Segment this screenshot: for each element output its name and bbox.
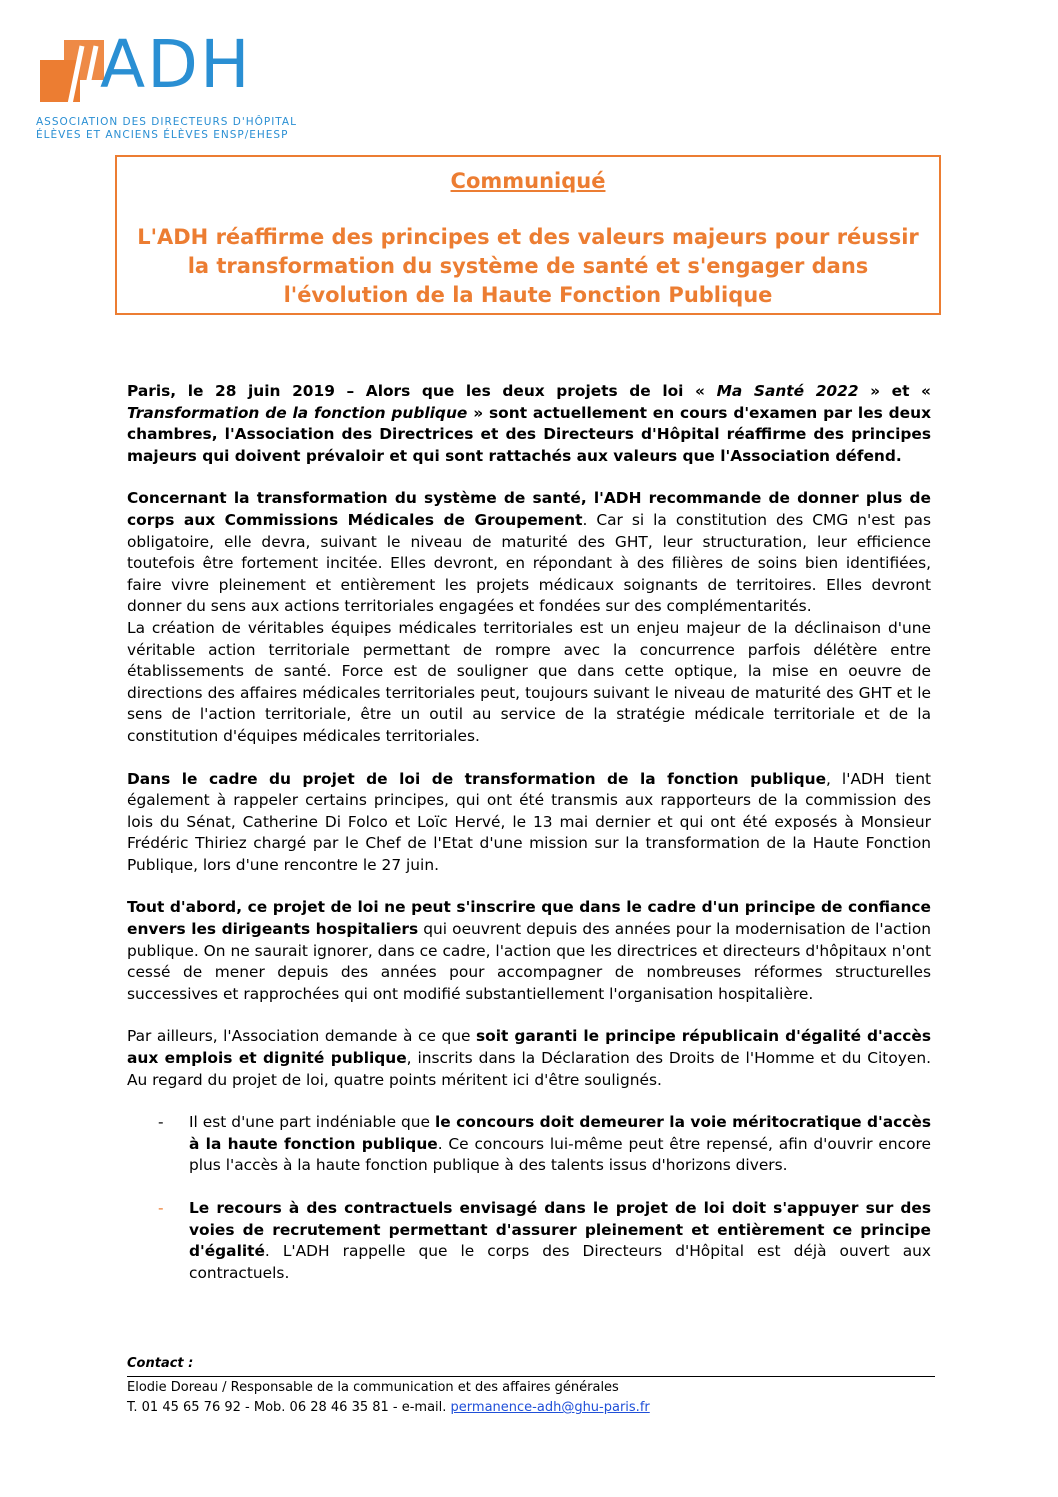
public-service-text: , l'ADH tient également à rappeler certains principes, qui ont été transmis aux rapporteurs de la commission des lois du Sénat, Catherine Di Folco et Loïc Hervé, le 13 mai dernier et qui ont été exposés à Monsieur Frédéric Thiriez chargé par le Chef de l'Etat d'une mission sur la transformation de la Haute Fonction Publique, lors d'une rencontre le 27 juin.: [127, 769, 931, 874]
page-title: L'ADH réaffirme des principes et des valeurs majeurs pour réussir la transformation du système de santé et s'engager dans l'évolution de la Haute Fonction Publique: [137, 225, 919, 307]
paragraph-health-system: [127, 488, 931, 618]
trust-principle-text: qui oeuvrent depuis des années pour la modernisation de l'action publique. On ne saurait ignorer, dans ce cadre, l'action que les directrices et directeurs d'hôpitaux n'ont cessé de mener depuis des années pour accompagner de nombreuses réformes structurelles successives et rapprochées qui ont modifié substantiellement l'organisation hospitalière.: [127, 920, 931, 1003]
bullet-text-c: . Ce concours lui-même peut être repensé, afin d'ouvrir encore plus l'accès à la haute fonction publique à des talents issus d'horizons divers.: [189, 1134, 931, 1175]
logo-wordmark: ADH: [100, 26, 252, 103]
public-service-lead: Dans le cadre du projet de loi de transformation de la fonction publique: [127, 769, 827, 788]
paragraph-public-service-law: [127, 769, 931, 877]
health-system-lead: Concernant la transformation du système de santé, l'ADH recommande de donner plus de corps aux Commissions Médicales de Groupement: [127, 489, 931, 529]
paragraph-medical-teams: La création de véritables équipes médicales territoriales est un enjeu majeur de la déclinaison d'une véritable action territoriale permettant de rompre avec la concurrence parfois délétère entre établissements de santé. Force est de souligner que dans cette optique, la mise en oeuvre de directions des affaires médicales territoriales peut, toujours suivant le niveau de maturité des GHT et le sens de l'action territoriale, être un outil au service de la stratégie médicale territoriale et de la constitution d'équipes médicales territoriales.: [127, 618, 931, 745]
email-link[interactable]: permanence-adh@ghu-paris.fr: [450, 1400, 650, 1415]
paragraph-trust-principle: [127, 897, 931, 1005]
logo-subtitle-2: ÉLÈVES ET ANCIENS ÉLÈVES ENSP/EHESP: [36, 129, 289, 141]
press-release-header: [115, 155, 941, 315]
contact-phone-line: [127, 1398, 935, 1418]
intro-text-e: » sont actuellement en cours d'examen par les deux chambres, l'Association des Directrices et des Directeurs d'Hôpital réaffirme des principes majeurs qui doivent prévaloir et qui sont rattachés aux valeurs que l'Association défend.: [127, 403, 931, 465]
trust-principle-lead: Tout d'abord, ce projet de loi ne peut s'inscrire que dans le cadre d'un principe de confiance envers les dirigeants hospitaliers: [127, 898, 931, 939]
bullet-lead: le concours doit demeurer la voie méritocratique d'accès à la haute fonction publique: [189, 1113, 932, 1153]
health-system-text: . Car si la constitution des CMG n'est pas obligatoire, elle devra, suivant le niveau de maturité des GHT, leur structuration, leur efficience toutefois être fortement incitée. Elles devront, en répondant à des filières de soins bien identifiées, faire vivre pleinement et entièrement les projets médicaux soignants de territoires. Elles devront donner du sens aux actions territoriales engagées et fondées sur des complémentarités.: [127, 510, 931, 616]
bullet-text-c: . L'ADH rappelle que le corps des Directeurs d'Hôpital est déjà ouvert aux contractuels.: [189, 1242, 931, 1282]
list-item: [127, 1112, 931, 1177]
contact-phones: T. 01 45 65 76 92 - Mob. 06 28 46 35 81 - e-mail.: [127, 1400, 451, 1415]
dash-bullet: -: [158, 1113, 164, 1132]
list-item: [127, 1198, 931, 1284]
intro-text-a: Paris, le 28 juin 2019 – Alors que les deux projets de loi «: [127, 382, 717, 400]
paragraph-intro: [127, 381, 931, 467]
intro-law-title-2: Transformation de la fonction publique: [127, 403, 468, 422]
communique-label: Communiqué: [450, 169, 606, 193]
bullet-text-a: Il est d'une part indéniable que: [189, 1113, 436, 1132]
contact-label: Contact :: [127, 1356, 194, 1371]
logo-subtitle: ASSOCIATION DES DIRECTEURS D'HÔPITAL: [36, 116, 297, 128]
equality-text-c: , inscrits dans la Déclaration des Droits de l'Homme et du Citoyen. Au regard du projet de loi, quatre points méritent ici d'être soulignés.: [127, 1049, 931, 1089]
bullet-lead: Le recours à des contractuels envisagé dans le projet de loi doit s'appuyer sur des voies de recrutement permettant d'assurer pleinement et entièrement ce principe d'égalité: [189, 1199, 931, 1261]
points-list: [127, 1112, 931, 1284]
divider: [127, 1376, 935, 1377]
intro-law-title-1: Ma Santé 2022: [716, 382, 859, 400]
adh-logo: [36, 26, 316, 146]
equality-lead: soit garanti le principe républicain d'égalité d'accès aux emplois et dignité publique: [127, 1027, 931, 1068]
dash-bullet: -: [158, 1199, 164, 1217]
equality-text-a: Par ailleurs, l'Association demande à ce que: [127, 1027, 477, 1046]
intro-text-c: » et «: [858, 382, 931, 400]
contact-footer: [127, 1354, 935, 1418]
document-body: [127, 381, 931, 1284]
contact-name-line: Elodie Doreau / Responsable de la communication et des affaires générales: [127, 1380, 619, 1395]
paragraph-equality-principle: [127, 1026, 931, 1091]
